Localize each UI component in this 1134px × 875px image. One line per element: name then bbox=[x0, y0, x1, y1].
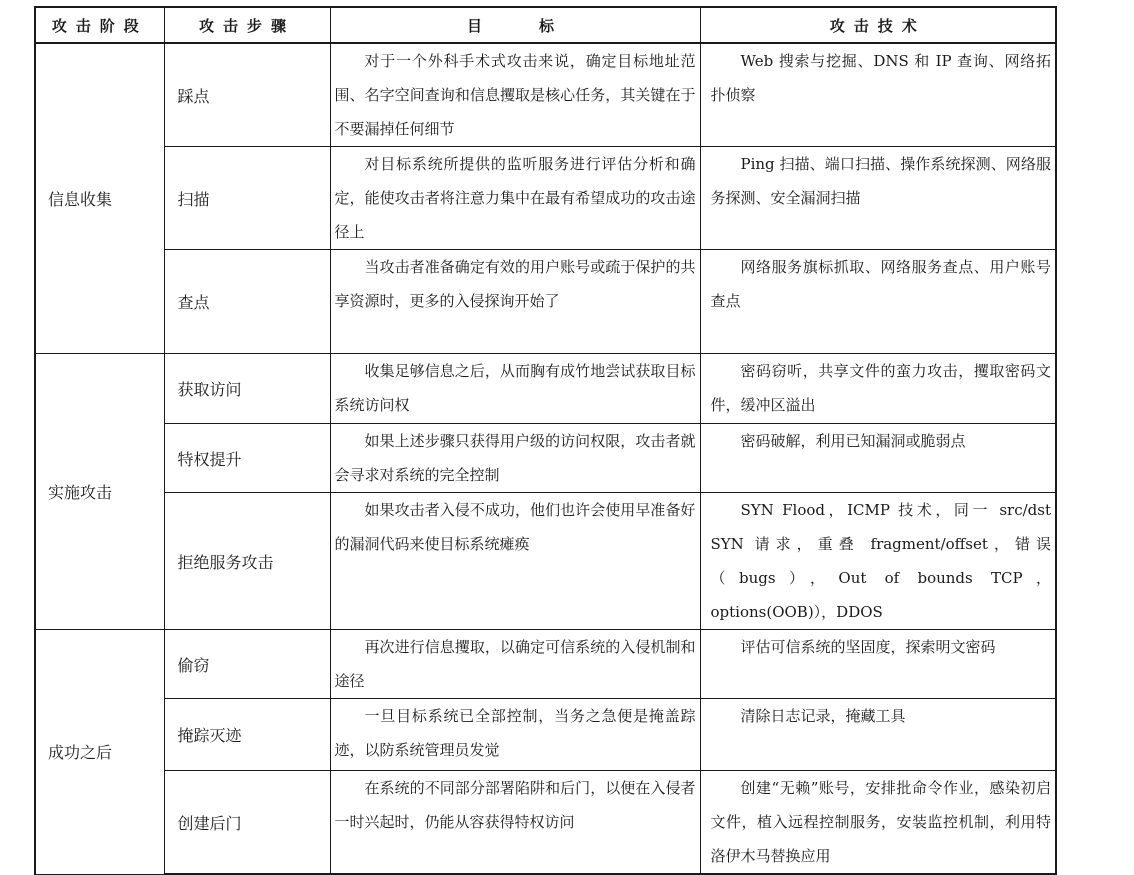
header-goal: 目 标 bbox=[330, 7, 700, 43]
technique-cell: 创建“无赖”账号，安排批命令作业，感染初启文件，植入远程控制服务，安装监控机制，利用特洛伊木马替换应用 bbox=[700, 771, 1056, 875]
goal-cell: 如果上述步骤只获得用户级的访问权限，攻击者就会寻求对系统的完全控制 bbox=[330, 424, 700, 493]
table-row bbox=[35, 354, 1056, 424]
goal-cell: 如果攻击者入侵不成功，他们也许会使用早准备好的漏洞代码来使目标系统瘫痪 bbox=[330, 493, 700, 630]
technique-cell: 清除日志记录，掩藏工具 bbox=[700, 699, 1056, 771]
goal-cell: 在系统的不同部分部署陷阱和后门，以便在入侵者一时兴起时，仍能从容获得特权访问 bbox=[330, 771, 700, 875]
step-cell: 创建后门 bbox=[164, 771, 330, 875]
phase-cell: 信息收集 bbox=[35, 43, 164, 354]
goal-cell: 一旦目标系统已全部控制，当务之急便是掩盖踪迹，以防系统管理员发觉 bbox=[330, 699, 700, 771]
goal-cell: 对目标系统所提供的监听服务进行评估分析和确定，能使攻击者将注意力集中在最有希望成功的攻击途径上 bbox=[330, 147, 700, 250]
goal-cell: 再次进行信息攫取，以确定可信系统的入侵机制和途径 bbox=[330, 630, 700, 699]
header-phase: 攻击阶段 bbox=[35, 7, 164, 43]
goal-cell: 收集足够信息之后，从而胸有成竹地尝试获取目标系统访问权 bbox=[330, 354, 700, 424]
step-cell: 扫描 bbox=[164, 147, 330, 250]
header-technique: 攻击技术 bbox=[700, 7, 1056, 43]
header-row bbox=[35, 7, 1056, 43]
phase-cell: 成功之后 bbox=[35, 630, 164, 875]
technique-cell: 密码窃听，共享文件的蛮力攻击，攫取密码文件，缓冲区溢出 bbox=[700, 354, 1056, 424]
table-row bbox=[35, 699, 1056, 771]
header-step: 攻击步骤 bbox=[164, 7, 330, 43]
technique-cell: Web 搜索与挖掘、DNS 和 IP 查询、网络拓扑侦察 bbox=[700, 43, 1056, 147]
table-row bbox=[35, 630, 1056, 699]
step-cell: 获取访问 bbox=[164, 354, 330, 424]
technique-cell: SYN Flood，ICMP 技术，同一 src/dst SYN 请求，重叠 fragment/offset，错误（bugs），Out of bounds TCP，options(OOB)），DDOS bbox=[700, 493, 1056, 630]
table-body bbox=[35, 43, 1056, 874]
technique-cell: 密码破解，利用已知漏洞或脆弱点 bbox=[700, 424, 1056, 493]
step-cell: 偷窃 bbox=[164, 630, 330, 699]
goal-cell: 当攻击者准备确定有效的用户账号或疏于保护的共享资源时，更多的入侵探询开始了 bbox=[330, 250, 700, 354]
table-row bbox=[35, 771, 1056, 875]
phase-cell: 实施攻击 bbox=[35, 354, 164, 630]
step-cell: 拒绝服务攻击 bbox=[164, 493, 330, 630]
step-cell: 特权提升 bbox=[164, 424, 330, 493]
technique-cell: Ping 扫描、端口扫描、操作系统探测、网络服务探测、安全漏洞扫描 bbox=[700, 147, 1056, 250]
table-row bbox=[35, 43, 1056, 147]
step-cell: 查点 bbox=[164, 250, 330, 354]
technique-cell: 网络服务旗标抓取、网络服务查点、用户账号查点 bbox=[700, 250, 1056, 354]
table-row bbox=[35, 424, 1056, 493]
step-cell: 踩点 bbox=[164, 43, 330, 147]
attack-process-table bbox=[34, 6, 1057, 875]
goal-cell: 对于一个外科手术式攻击来说，确定目标地址范围、名字空间查询和信息攫取是核心任务，其关键在于不要漏掉任何细节 bbox=[330, 43, 700, 147]
technique-cell: 评估可信系统的坚固度，探索明文密码 bbox=[700, 630, 1056, 699]
step-cell: 掩踪灭迹 bbox=[164, 699, 330, 771]
table-row bbox=[35, 250, 1056, 354]
table-row bbox=[35, 493, 1056, 630]
table-row bbox=[35, 147, 1056, 250]
